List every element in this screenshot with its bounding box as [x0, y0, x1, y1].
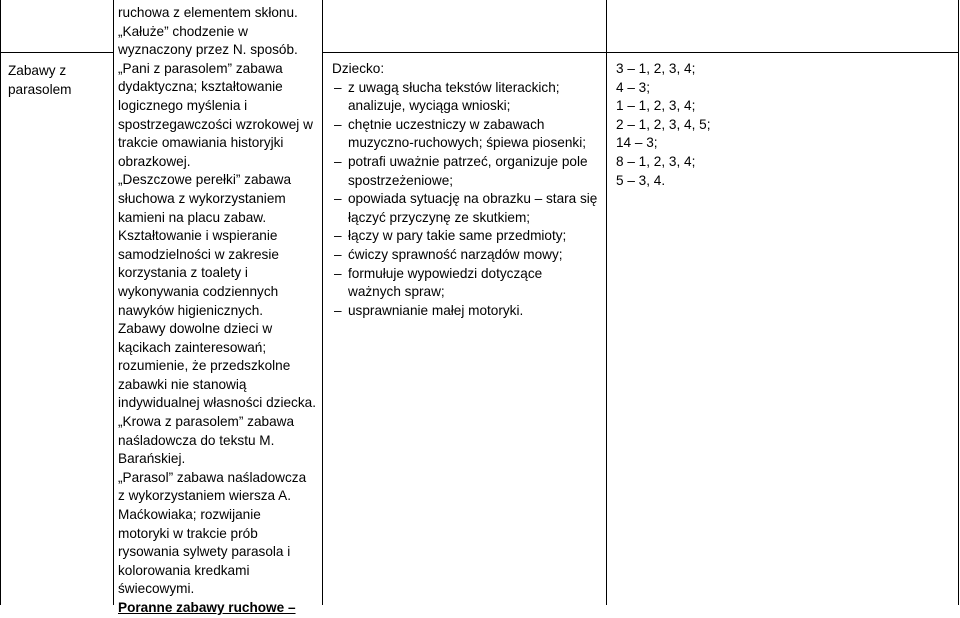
- activity-line: Barańskiej.: [118, 451, 186, 467]
- curriculum-ref: 14 – 3;: [616, 135, 658, 151]
- activity-line: trakcie omawiania historyjki: [118, 135, 284, 151]
- list-item: [332, 265, 624, 302]
- outcomes-heading: Dziecko:: [332, 61, 385, 76]
- outcomes-list: [332, 79, 624, 321]
- activity-line: „Krowa z parasolem” zabawa: [118, 414, 295, 430]
- activity-line: „Kałuże” chodzenie w: [118, 23, 248, 39]
- activity-line: kamieni na placu zabaw.: [118, 209, 267, 225]
- topic-cell: [8, 62, 108, 99]
- row-divider-top-left: [0, 52, 114, 53]
- activity-line: „Pani z parasolem” zabawa: [118, 60, 283, 76]
- activity-line: z wykorzystaniem wiersza A.: [118, 488, 291, 504]
- row-divider-top-right: [322, 52, 959, 53]
- outcomes-cell: [332, 60, 624, 320]
- list-item-line: ważnych spraw;: [348, 284, 445, 300]
- curriculum-ref: 8 – 1, 2, 3, 4;: [616, 153, 696, 169]
- topic-label: Zabawy z parasolem: [8, 63, 72, 97]
- activity-line: naśladowcza do tekstu M.: [118, 432, 275, 448]
- curriculum-ref: 1 – 1, 2, 3, 4;: [616, 98, 696, 114]
- activity-line: rysowania sylwety parasola i: [118, 544, 291, 560]
- list-item: [332, 153, 624, 190]
- list-item-line: łączyć przyczynę ze skutkiem;: [348, 209, 531, 225]
- column-divider-1: [113, 0, 114, 605]
- curriculum-ref: 2 – 1, 2, 3, 4, 5;: [616, 116, 711, 132]
- list-item-line: usprawnianie małej motoryki.: [348, 302, 524, 318]
- activity-line: korzystania z toalety i: [118, 265, 248, 281]
- list-item-line: opowiada sytuację na obrazku – stara się: [348, 191, 598, 207]
- list-item: [332, 227, 624, 246]
- activity-line: „Parasol” zabawa naśladowcza: [118, 469, 307, 485]
- activity-line: dydaktyczna; kształtowanie: [118, 79, 283, 95]
- dash-bullet: –: [334, 116, 342, 132]
- dash-bullet: –: [334, 246, 342, 262]
- activity-line: kącikach zainteresowań;: [118, 339, 267, 355]
- activity-line: wyznaczony przez N. sposób.: [118, 42, 298, 58]
- list-item-line: łączy w pary takie same przedmioty;: [348, 228, 567, 244]
- activity-line: świecowymi.: [118, 581, 195, 597]
- table-border-right: [958, 0, 959, 605]
- activity-line: motoryki w trakcie prób: [118, 525, 258, 541]
- activity-line: Zabawy dowolne dzieci w: [118, 321, 273, 337]
- list-item: [332, 79, 624, 116]
- activity-line: słuchowa z wykorzystaniem: [118, 190, 286, 206]
- activity-heading: Poranne zabawy ruchowe –: [118, 600, 296, 615]
- list-item-line: potrafi uważnie patrzeć, organizuje pole: [348, 153, 588, 169]
- activity-line: nawyków higienicznych.: [118, 302, 264, 318]
- dash-bullet: –: [334, 302, 342, 318]
- dash-bullet: –: [334, 79, 342, 95]
- activity-line: spostrzegawczości wzrokowej w: [118, 116, 313, 132]
- activity-line: „Deszczowe perełki” zabawa: [118, 172, 292, 188]
- list-item-line: muzyczno-ruchowych; śpiewa piosenki;: [348, 135, 586, 151]
- activities-cell: [118, 4, 318, 618]
- list-item-line: formułuje wypowiedzi dotyczące: [348, 265, 543, 281]
- list-item: [332, 246, 624, 265]
- activity-line: kolorowania kredkami: [118, 562, 250, 578]
- column-divider-2: [322, 0, 323, 605]
- list-item-line: analizuje, wyciąga wnioski;: [348, 98, 511, 114]
- curriculum-refs-cell: [616, 60, 736, 190]
- curriculum-ref: 5 – 3, 4.: [616, 172, 666, 188]
- list-item-line: chętnie uczestniczy w zabawach: [348, 116, 545, 132]
- activity-line: obrazkowej.: [118, 153, 191, 169]
- list-item-line: spostrzeżeniowe;: [348, 172, 454, 188]
- activity-line: wykonywania codziennych: [118, 283, 279, 299]
- activity-line: samodzielności w zakresie: [118, 246, 279, 262]
- dash-bullet: –: [334, 265, 342, 281]
- activity-line: Kształtowanie i wspieranie: [118, 228, 278, 244]
- activity-line: logicznego myślenia i: [118, 97, 248, 113]
- activity-line: zabawki nie stanowią: [118, 376, 247, 392]
- list-item-line: z uwagą słucha tekstów literackich;: [348, 79, 560, 95]
- activity-line: Maćkowiaka; rozwijanie: [118, 507, 261, 523]
- activity-line: ruchowa z elementem skłonu.: [118, 5, 298, 20]
- curriculum-ref: 4 – 3;: [616, 79, 651, 95]
- list-item: [332, 190, 624, 227]
- list-item-line: ćwiczy sprawność narządów mowy;: [348, 246, 563, 262]
- table-border-left: [0, 0, 1, 605]
- activity-line: indywidualnej własności dziecka.: [118, 395, 316, 411]
- activity-line: rozumienie, że przedszkolne: [118, 358, 291, 374]
- dash-bullet: –: [334, 191, 342, 207]
- list-item: [332, 302, 624, 321]
- curriculum-ref: 3 – 1, 2, 3, 4;: [616, 61, 696, 76]
- dash-bullet: –: [334, 153, 342, 169]
- dash-bullet: –: [334, 228, 342, 244]
- list-item: [332, 116, 624, 153]
